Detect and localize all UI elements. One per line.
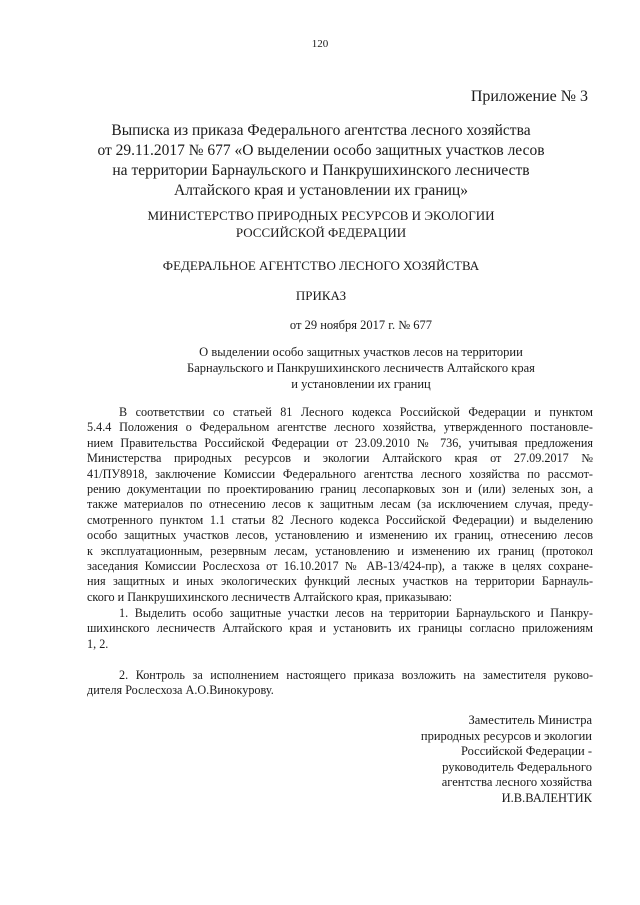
order-item-1	[87, 606, 593, 652]
order-heading: ПРИКАЗ	[295, 288, 347, 303]
paragraph-line: также материалов по отнесению лесов к защитным лесам (за исключением случая, преду-	[87, 497, 593, 512]
paragraph-line: дителя Рослесхоза А.О.Винокурову.	[87, 683, 274, 698]
appendix-label: Приложение № 3	[470, 88, 588, 105]
extract-title-line: на территории Барнаульского и Панкрушихинского лесничеств	[112, 162, 530, 179]
extract-title	[90, 121, 552, 201]
signature-line: Заместитель Министра	[468, 713, 592, 727]
signature-line: Российской Федерации -	[460, 744, 592, 759]
paragraph-line: нием Правительства Российской Федерации от 23.09.2010 № 736, учитывая предложения	[87, 435, 593, 450]
ministry-line: МИНИСТЕРСТВО ПРИРОДНЫХ РЕСУРСОВ И ЭКОЛОГИИ	[147, 208, 495, 223]
paragraph-line: В соответствии со статьей 81 Лесного кодекса Российской Федерации и пунктом	[119, 405, 593, 419]
signature-line: руководитель Федерального	[442, 759, 592, 774]
extract-title-line: Алтайского края и установлении их границ»	[174, 182, 468, 199]
order-subject-line: О выделении особо защитных участков лесов на территории	[199, 345, 523, 359]
extract-title-line: от 29.11.2017 № 677 «О выделении особо защитных участков лесов	[97, 142, 545, 159]
paragraph-line: 2. Контроль за исполнением настоящего приказа возложить на заместителя руково-	[119, 668, 593, 682]
order-subject-line: Барнаульского и Панкрушихинского лесничеств Алтайского края	[187, 361, 535, 375]
ministry-header	[90, 207, 552, 241]
order-subject-line: и установлении их границ	[291, 377, 431, 391]
order-date: от 29 ноября 2017 г. № 677	[289, 318, 433, 332]
paragraph-line: 1, 2.	[87, 636, 109, 651]
paragraph-line: заседания Комиссии Рослесхоза от 16.10.2017 № АВ-13/424-пр), а также в целях сохране-	[87, 559, 593, 574]
paragraph-line: 41/ПУ8918, заключение Комиссии Федерального агентства лесного хозяйства по рассмот-	[87, 466, 593, 481]
extract-title-line: Выписка из приказа Федерального агентства лесного хозяйства	[111, 122, 531, 139]
preamble-paragraph	[87, 405, 593, 605]
paragraph-line: особо защитных участков лесов, установлению и изменению их границ, отнесению лесов	[87, 528, 593, 543]
paragraph-line: смотренного пунктом 1.1 статьи 82 Лесного кодекса Российской Федерации) и выделению	[87, 512, 593, 527]
paragraph-line: 1. Выделить особо защитные участки лесов на территории Барнаульского и Панкру-	[119, 606, 593, 620]
order-subject	[130, 344, 592, 392]
paragraph-line: рению документации по проектированию границ лесопарковых зон и (или) зеленых зон, а	[87, 482, 593, 497]
page-number: 120	[311, 38, 329, 50]
signature-line: агентства лесного хозяйства	[441, 775, 592, 790]
paragraph-line: Министерства природных ресурсов и экологии Алтайского края от 27.09.2017 №	[87, 451, 593, 466]
ministry-line: РОССИЙСКОЙ ФЕДЕРАЦИИ	[235, 225, 407, 240]
signature-line: природных ресурсов и экологии	[420, 728, 592, 743]
paragraph-line: шихинского лесничеств Алтайского края и установить их границы согласно приложениям	[87, 621, 593, 636]
paragraph-line: ского и Панкрушихинского лесничеств Алтайского края, приказываю:	[87, 589, 453, 604]
agency-header: ФЕДЕРАЛЬНОЕ АГЕНТСТВО ЛЕСНОГО ХОЗЯЙСТВА	[162, 258, 480, 273]
signatory-name: И.В.ВАЛЕНТИК	[501, 790, 592, 805]
paragraph-line: ния защитных и иных экологических функций лесных участков на территории Барнауль-	[87, 574, 593, 589]
order-item-2	[87, 668, 593, 699]
signature-block	[421, 713, 592, 807]
paragraph-line: к эксплуатационным, резервным лесам, установлению и изменению их границ (протокол	[87, 543, 593, 558]
paragraph-line: 5.4.4 Положения о Федеральном агентстве лесного хозяйства, утвержденного постановле-	[87, 420, 593, 435]
